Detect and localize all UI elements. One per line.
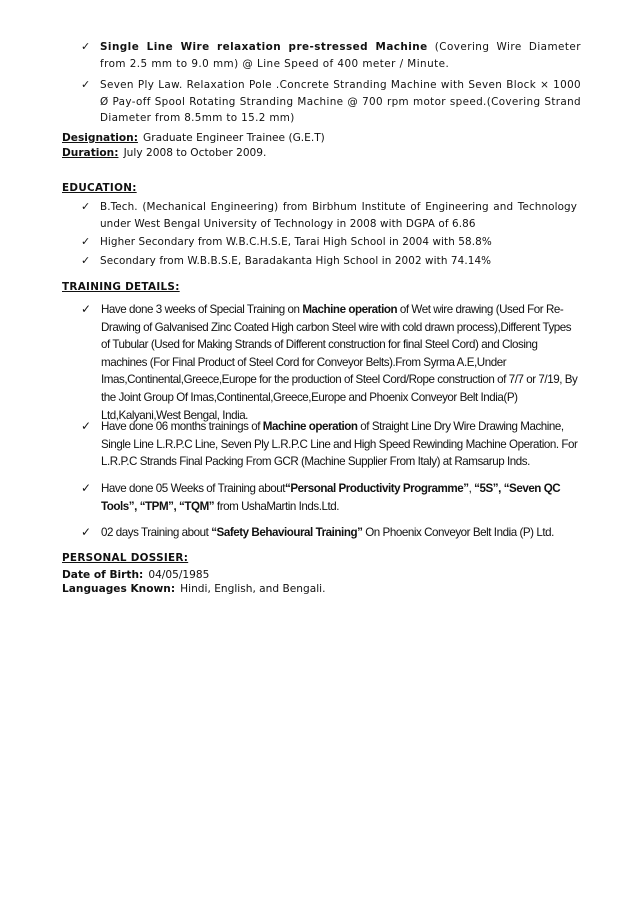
dob-value: 04/05/1985 [148,569,210,581]
check-icon: ✓ [81,40,91,53]
check-icon: ✓ [81,481,91,495]
languages-label: Languages Known: [62,583,176,595]
check-icon: ✓ [81,235,91,248]
machine-description: Seven Ply Law. Relaxation Pole .Concrete Stranding Machine with Seven Block × 1000 Ø Pay-off Spool Rotating Stranding Machine @ 700 rpm motor speed.(Covering Strand Diameter from 8.5mm to 15.2 mm) [100,79,581,124]
check-icon: ✓ [81,302,91,316]
designation-row [62,129,325,145]
designation-label: Designation: [62,132,138,144]
training-heading: TRAINING DETAILS: [62,281,180,293]
machine-name: Single Line Wire relaxation pre-stressed Machine [100,41,428,53]
check-icon: ✓ [81,200,91,213]
check-icon: ✓ [81,525,91,539]
check-icon: ✓ [81,254,91,267]
resume-page: ✓ Single Line Wire relaxation pre-stressed Machine (Covering Wire Diameter from 2.5 mm to 9.0 mm) @ Line Speed of 400 meter / Minute. ✓ Seven Ply Law. Relaxation Pole .Concrete Stranding Machine with Seven Block × 1000 Ø Pay-off Spool Rotating Stranding Machine @ 700 rpm motor speed.(Covering Strand Diameter from 8.5mm to 15.2 mm) Designation: Graduate Engineer Trainee (G.E.T) Duration: July 2008 to October 2009. EDUCATION: ✓ B.Tech. (Mechanical Engineering) from Birbhum Institute of Engineering and Technology under West Bengal University of Technology in 2008 with DGPA of 6.86 ✓ Higher Secondary from W.B.C.H.S.E, Tarai High School in 2004 with 58.8% ✓ Secondary from W.B.B.S.E, Baradakanta High School in 2002 with 74.14% TRAINING DETAILS: ✓ Have done 3 weeks of Special Training on Machine operation of Wet wire drawing (Used For Re-Drawing of Galvanised Zinc Coated High carbon Steel wire with cold drawn process),Different Types of Tubular (Used for Making Strands of Different construction for final Steel Cord) and Closing machines (For Final Product of Steel Cord for Conveyor Belts).From Syrma A.E,Under Imas,Continental,Greece,Europe for the production of Steel Cord/Rope construction of 7/7 or 7/19, By the Joint Group Of Imas,Continental,Greece,Europe and Phoenix Conveyor Belt India(P) Ltd,Kalyani,West Bengal, India. ✓ Have done 06 months trainings of Machine operation of Straight Line Dry Wire Drawing Machine, Single Line L.R.P.C Line, Seven Ply L.R.P.C Line and High Speed Rewinding Machine Operation. For L.R.P.C Strands Final Packing From GCR (Machine Supplier From Italy) at Ramsarup Inds. ✓ Have done 05 Weeks of Training about“Personal Productivity Programme”, “5S”, “Seven QC Tools”, “TPM”, “TQM” from UshaMartin Inds.Ltd. ✓ 02 days Training about “Safety Behavioural Training” On Phoenix Conveyor Belt India (P) Ltd. PERSONAL DOSSIER: Date of Birth: 04/05/1985 Languages Known: Hindi, English, and Bengali. [62,40,581,595]
duration-label: Duration: [62,147,119,159]
dob-label: Date of Birth: [62,569,144,581]
languages-row [62,580,325,596]
check-icon: ✓ [81,419,91,433]
languages-value: Hindi, English, and Bengali. [180,583,326,595]
personal-heading: PERSONAL DOSSIER: [62,552,189,564]
machine-details: (Covering Wire Diameter from 2.5 mm to 9.0 mm) @ Line Speed of 400 meter / Minute. [100,41,581,70]
education-heading: EDUCATION: [62,182,137,194]
duration-row [62,144,266,160]
check-icon: ✓ [81,78,91,91]
designation-value: Graduate Engineer Trainee (G.E.T) [143,132,325,144]
duration-value: July 2008 to October 2009. [123,147,267,159]
